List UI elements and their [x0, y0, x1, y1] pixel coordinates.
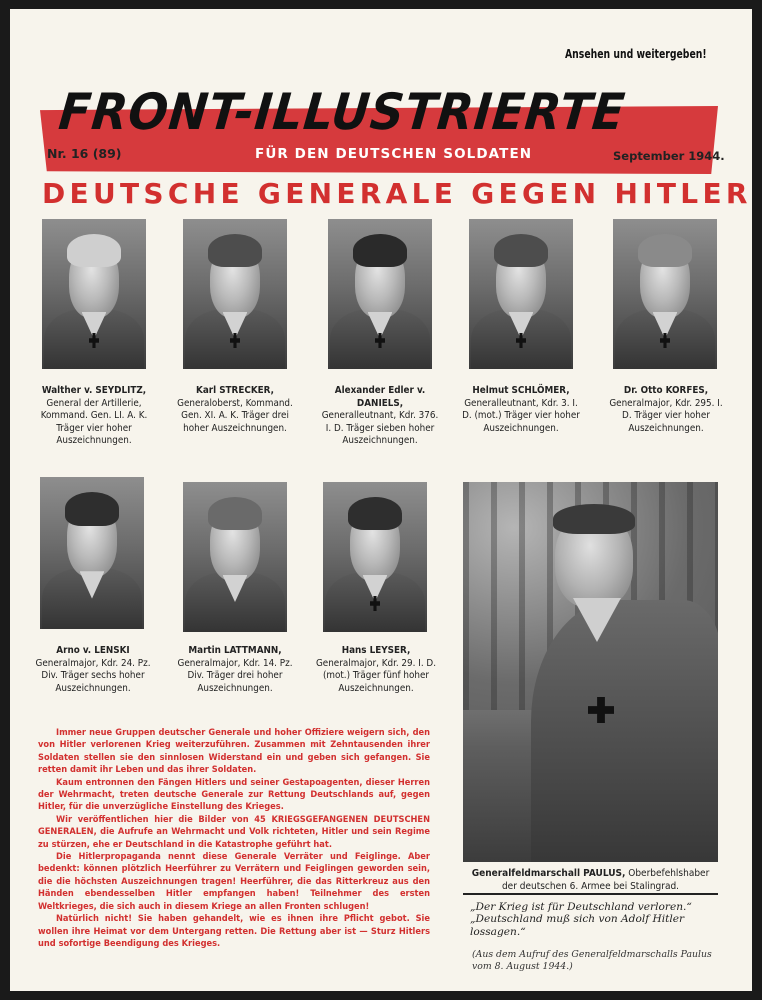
paragraph: Die Hitlerpropaganda nennt diese Generale Verräter und Feiglinge. Aber bedenkt: können plötzlich Heerführer zu Verrätern und Feiglingen geworden sein, die die höchsten Auszeichnungen tragen! Heerführer, die das Ritterkreuz aus den Händen ebendesselben Hitler empfangen haben! Teilnehmer des ersten Weltkrieges, die sich auch in diesem Kriege an allen Fronten schlugen!: [38, 851, 430, 912]
caption-lattmann: [172, 645, 298, 695]
quote-line: „Deutschland muß sich von Adolf Hitler lossagen.“: [470, 913, 685, 938]
issue-number: Nr. 16 (89): [47, 146, 122, 161]
general-name: Arno v. LENSKI: [56, 645, 130, 656]
general-desc: Generalleutnant, Kdr. 3. I. D. (mot.) Träger vier hoher Auszeichnungen.: [462, 397, 580, 434]
caption-strecker: [175, 385, 295, 435]
portrait-korfes: [613, 219, 717, 369]
paragraph: Kaum entronnen den Fängen Hitlers und seiner Gestapoagenten, dieser Herren der Wehrmacht, treten deutsche Generale zur Rettung Deutschlands auf, gegen Hitler, für die unverzügliche Einstellung des Krieges.: [38, 776, 430, 813]
portrait-lenski: [40, 477, 144, 629]
general-desc: Generalmajor, Kdr. 14. Pz. Div. Träger drei hoher Auszeichnungen.: [177, 657, 293, 694]
portrait-seydlitz: [42, 219, 146, 369]
caption-paulus: [463, 867, 718, 893]
caption-leyser: [313, 645, 439, 695]
general-name: Walther v. SEYDLITZ,: [41, 385, 147, 396]
tagline: Ansehen und weitergeben!: [565, 47, 707, 61]
portrait-daniels: [328, 219, 432, 369]
general-name: Helmut SCHLÖMER,: [472, 385, 570, 396]
portrait-leyser: [323, 482, 427, 632]
paragraph: Immer neue Gruppen deutscher Generale und hoher Offiziere weigern sich, den von Hitler verlorenen Krieg weiterzuführen. Zusammen mit Zehntausenden ihrer Soldaten stellen sie den sinnlosen Widerstand ein und geben sich gefangen. Sie retten damit ihr Leben und das ihrer Soldaten.: [38, 727, 430, 776]
general-desc: Generalmajor, Kdr. 295. I. D. Träger vier hoher Auszeichnungen.: [609, 397, 723, 434]
general-desc: Generalmajor, Kdr. 24. Pz. Div. Träger sechs hoher Auszeichnungen.: [35, 657, 151, 694]
general-desc: General der Artillerie, Kommand. Gen. LI. A. K. Träger vier hoher Auszeichnungen.: [40, 397, 148, 446]
article-body: [38, 727, 430, 950]
caption-korfes: [604, 385, 728, 435]
general-desc: Generalmajor, Kdr. 29. I. D. (mot.) Träger fünf hoher Auszeichnungen.: [315, 657, 437, 694]
caption-lenski: [30, 645, 156, 695]
paulus-quote: [470, 901, 718, 938]
headline: DEUTSCHE GENERALE GEGEN HITLER: [42, 177, 752, 210]
caption-seydlitz: [30, 385, 158, 448]
portrait-paulus: [463, 482, 718, 862]
divider: [463, 893, 718, 895]
general-name: Karl STRECKER,: [195, 385, 275, 396]
general-name: Alexander Edler v. DANIELS,: [334, 385, 426, 409]
paulus-name: Generalfeldmarschall PAULUS,: [471, 868, 626, 879]
general-name: Dr. Otto KORFES,: [623, 385, 709, 396]
general-desc: Generaloberst, Kommand. Gen. XI. A. K. Träger drei hoher Auszeichnungen.: [177, 397, 293, 434]
portrait-lattmann: [183, 482, 287, 632]
general-name: Martin LATTMANN,: [188, 645, 282, 656]
masthead-subtitle: FÜR DEN DEUTSCHEN SOLDATEN: [255, 146, 533, 162]
paragraph: Natürlich nicht! Sie haben gehandelt, wie es ihnen ihre Pflicht gebot. Sie wollen ihre Heimat vor dem Untergang retten. Die Rettung aber ist — Sturz Hitlers und sofortige Beendigung des Krieges.: [38, 913, 430, 949]
portrait-strecker: [183, 219, 287, 369]
general-name: Hans LEYSER,: [341, 645, 411, 656]
quote-source: (Aus dem Aufruf des Generalfeldmarschalls Paulus vom 8. August 1944.): [472, 949, 712, 972]
leaflet-page: [10, 9, 752, 991]
caption-daniels: [318, 385, 442, 448]
quote-line: „Der Krieg ist für Deutschland verloren.“: [470, 901, 692, 913]
masthead-title: FRONT-ILLUSTRIERTE: [56, 83, 629, 141]
portrait-schloemer: [469, 219, 573, 369]
paulus-desc: Oberbefehlshaber der deutschen 6. Armee bei Stalingrad.: [501, 868, 710, 892]
caption-schloemer: [460, 385, 582, 435]
paragraph: Wir veröffentlichen hier die Bilder von 45 KRIEGSGEFANGENEN DEUTSCHEN GENERALEN, die Aufrufe an Wehrmacht und Volk richteten, Hitler und sein Regime zu stürzen, ehe er Deutschland in die Katastrophe geführt hat.: [38, 813, 430, 850]
issue-date: September 1944.: [613, 149, 725, 163]
general-desc: Generalleutnant, Kdr. 376. I. D. Träger sieben hoher Auszeichnungen.: [321, 410, 439, 446]
